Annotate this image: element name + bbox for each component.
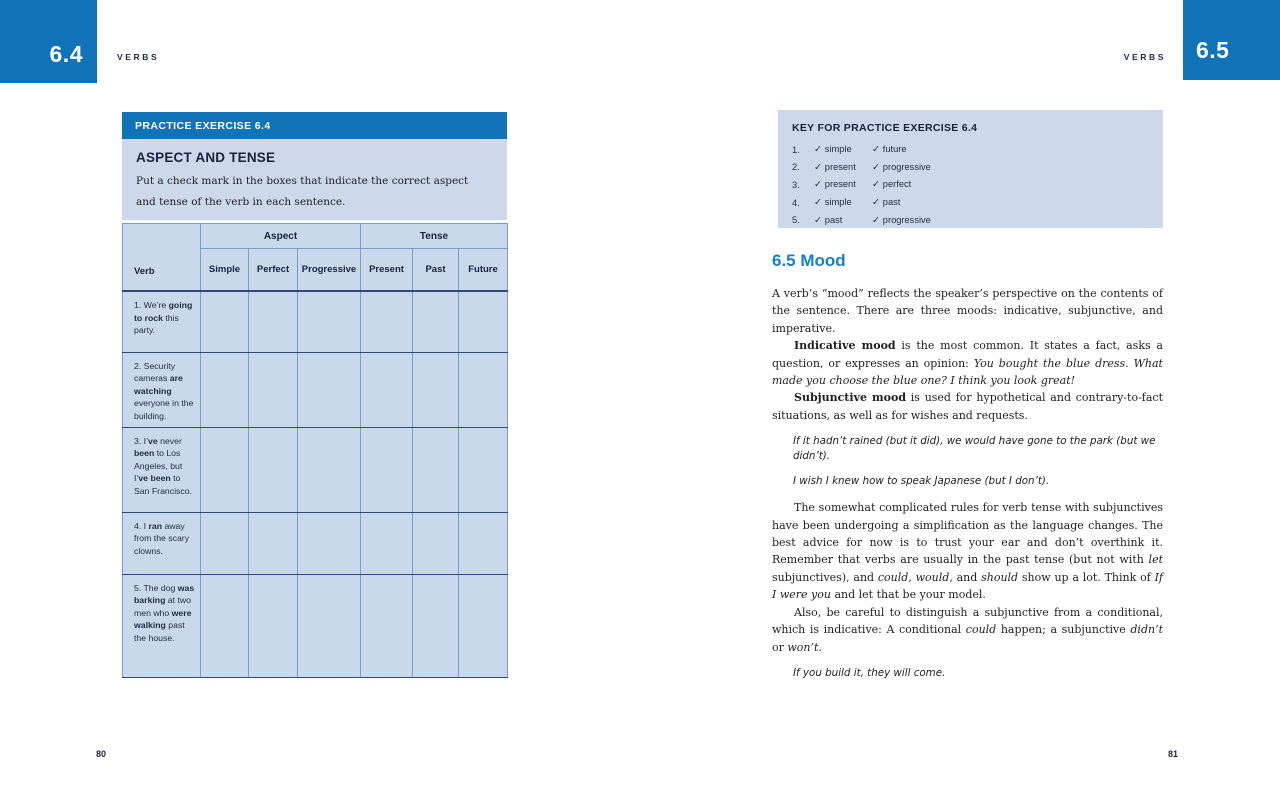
check-icon: ✓ (814, 144, 822, 155)
text-segment: A verb’s “mood” reflects the speaker’s perspective on the contents of the sentence. There are three moods: indicative, subjunctive, and imperative. (772, 287, 1163, 335)
body-paragraph (772, 285, 1163, 337)
section-tab-right (1183, 0, 1280, 80)
column-header-past: Past (413, 249, 459, 292)
table-head (123, 224, 508, 292)
text-segment: happen; a subjunctive (996, 623, 1131, 637)
text-segment: I wish I knew how to speak Japanese (but I don’t). (793, 475, 1050, 488)
text-segment: ran (148, 520, 163, 531)
answer-key-rows (792, 141, 1149, 229)
check-icon: ✓ (814, 197, 822, 208)
text-segment: at two men who (134, 595, 191, 618)
page-number-left: 80 (96, 749, 107, 759)
check-icon: ✓ (872, 179, 880, 190)
table-row (123, 291, 508, 352)
body-paragraph (772, 389, 1163, 424)
text-segment: , and (949, 570, 982, 584)
text-segment: won’t (787, 640, 819, 654)
verb-cell (123, 291, 201, 352)
key-answer: ✓ past (872, 197, 901, 208)
key-item-number: 4. (792, 197, 800, 208)
column-header-future: Future (459, 249, 508, 292)
group-header-tense: Tense (361, 224, 508, 249)
key-answer: ✓ progressive (872, 161, 931, 172)
text-segment: everyone in the building. (134, 398, 194, 421)
answer-checkbox-cell (361, 512, 413, 574)
text-segment: If you build it, they will come. (793, 666, 946, 679)
text-segment: could (965, 623, 997, 637)
key-row (792, 141, 1149, 159)
answer-checkbox-cell (459, 291, 508, 352)
text-segment: would (915, 570, 950, 584)
key-answer: ✓ future (872, 144, 907, 155)
answer-checkbox-cell (361, 574, 413, 677)
answer-checkbox-cell (459, 512, 508, 574)
table-group-header-row (123, 224, 508, 249)
key-answer: ✓ perfect (872, 179, 912, 190)
answer-checkbox-cell (249, 512, 298, 574)
key-item-number: 1. (792, 144, 800, 155)
section-heading: 6.5 Mood (772, 251, 846, 270)
verb-cell (123, 352, 201, 427)
group-header-aspect: Aspect (201, 224, 361, 249)
answer-key-title: KEY FOR PRACTICE EXERCISE 6.4 (792, 122, 978, 134)
text-segment: 3. I’ (134, 435, 149, 446)
text-segment: is the most common. It states a fact, asks a question, or expresses an opinion: (772, 339, 1163, 370)
column-header-verb: Verb (123, 224, 201, 292)
exercise-banner: PRACTICE EXERCISE 6.4 (122, 112, 507, 139)
key-answer: ✓ present (814, 179, 856, 190)
answer-checkbox-cell (249, 291, 298, 352)
answer-checkbox-cell (201, 512, 249, 574)
answer-checkbox-cell (201, 574, 249, 677)
exercise-intro-panel (122, 139, 507, 220)
column-header-progressive: Progressive (298, 249, 361, 292)
text-segment: to San Francisco. (134, 473, 192, 496)
text-segment: let (1148, 553, 1163, 567)
verb-cell (123, 427, 201, 512)
key-item-number: 3. (792, 179, 800, 190)
key-item-number: 2. (792, 162, 800, 173)
column-header-simple: Simple (201, 249, 249, 292)
check-icon: ✓ (872, 144, 880, 155)
answer-checkbox-cell (298, 427, 361, 512)
check-icon: ✓ (872, 161, 880, 172)
answer-checkbox-cell (361, 291, 413, 352)
text-segment: going to rock (134, 300, 193, 323)
text-segment: this party. (134, 312, 179, 336)
section-number-right: 6.5 (1196, 37, 1230, 63)
key-row (792, 176, 1149, 194)
text-segment: 2. Security cameras (134, 360, 176, 384)
body-paragraph (772, 604, 1163, 656)
answer-checkbox-cell (413, 291, 459, 352)
section-tab-left (0, 0, 97, 83)
key-item-number: 5. (792, 215, 800, 226)
text-segment: and let that be your model. (830, 588, 986, 602)
aspect-tense-table (122, 223, 508, 678)
text-segment: been (150, 473, 171, 484)
example-sentence (793, 474, 1163, 489)
answer-checkbox-cell (298, 352, 361, 427)
text-segment: to Los Angeles, but I’ (134, 448, 183, 484)
answer-checkbox-cell (459, 574, 508, 677)
answer-checkbox-cell (298, 574, 361, 677)
check-icon: ✓ (814, 214, 822, 225)
text-segment: didn’t (1130, 623, 1163, 637)
key-answer: ✓ simple (814, 197, 852, 208)
running-head-right: VERBS (1123, 52, 1166, 62)
table-body (123, 291, 508, 677)
text-segment: away from the scary clowns. (134, 520, 190, 556)
text-segment: past the house. (134, 620, 185, 643)
text-segment: ve (138, 473, 149, 484)
text-segment: Indicative mood (794, 339, 896, 353)
key-row (792, 211, 1149, 229)
text-segment: 5. The dog (134, 582, 178, 593)
key-row (792, 159, 1149, 177)
text-segment: subjunctives), and (772, 570, 878, 584)
text-segment: Also, be careful to distinguish a subjunctive from a conditional, which is indicative: A conditional (772, 605, 1163, 637)
answer-checkbox-cell (413, 574, 459, 677)
text-segment: are watching (134, 373, 183, 396)
column-header-perfect: Perfect (249, 249, 298, 292)
text-segment: If it hadn’t rained (but it did), we would have gone to the park (but we didn’t). (793, 435, 1156, 463)
table-row (123, 352, 508, 427)
answer-checkbox-cell (459, 352, 508, 427)
text-segment: 4. I (134, 520, 149, 531)
running-head-left: VERBS (117, 52, 160, 62)
key-answer: ✓ simple (814, 144, 852, 155)
answer-checkbox-cell (298, 512, 361, 574)
text-segment: show up a lot. Think of (1018, 570, 1155, 584)
example-sentence (793, 666, 1163, 681)
table-row (123, 574, 508, 677)
check-icon: ✓ (872, 214, 880, 225)
answer-checkbox-cell (201, 427, 249, 512)
check-icon: ✓ (814, 161, 822, 172)
check-icon: ✓ (872, 197, 880, 208)
answer-checkbox-cell (249, 427, 298, 512)
answer-checkbox-cell (201, 352, 249, 427)
answer-checkbox-cell (413, 512, 459, 574)
body-paragraph (772, 499, 1163, 603)
text-segment: ve (148, 435, 158, 446)
column-header-present: Present (361, 249, 413, 292)
text-segment: . (818, 640, 822, 654)
verb-cell (123, 574, 201, 677)
answer-checkbox-cell (249, 352, 298, 427)
text-segment: , (908, 570, 916, 584)
key-answer: ✓ past (814, 214, 843, 225)
text-segment: If I were you (772, 570, 1163, 602)
answer-checkbox-cell (413, 427, 459, 512)
answer-checkbox-cell (298, 291, 361, 352)
text-segment: Subjunctive mood (794, 391, 907, 405)
page-number-right: 81 (1168, 749, 1179, 759)
exercise-instructions: Put a check mark in the boxes that indicate the correct aspect and tense of the verb in each sentence. (136, 175, 469, 208)
table-row (123, 512, 508, 574)
text-segment: is used for hypothetical and contrary-to-fact situations, as well as for wishes and requests. (772, 391, 1163, 422)
text-segment: You bought the blue dress. What made you choose the blue one? I think you look great! (772, 356, 1163, 388)
practice-exercise-block (122, 112, 507, 678)
table-row (123, 427, 508, 512)
text-segment: The somewhat complicated rules for verb tense with subjunctives have been undergoing a simplification as the language changes. The best advice for now is to trust your ear and don’t overthink it. Remember that verbs are usually in the past tense (but not with (772, 501, 1163, 567)
key-answer: ✓ progressive (872, 214, 931, 225)
text-segment: should (981, 570, 1019, 584)
answer-checkbox-cell (459, 427, 508, 512)
example-sentence (793, 434, 1163, 464)
check-icon: ✓ (814, 179, 822, 190)
text-segment: were walking (134, 607, 192, 631)
section-number-left: 6.4 (49, 41, 83, 67)
answer-checkbox-cell (361, 352, 413, 427)
key-row (792, 194, 1149, 212)
verb-cell (123, 512, 201, 574)
text-segment: was barking (134, 582, 195, 606)
section-body (772, 285, 1163, 691)
answer-checkbox-cell (361, 427, 413, 512)
body-paragraph (772, 337, 1163, 389)
text-segment: been (134, 448, 155, 459)
exercise-title: ASPECT AND TENSE (136, 150, 276, 165)
key-answer: ✓ present (814, 161, 856, 172)
answer-checkbox-cell (201, 291, 249, 352)
text-segment: 1. We’re (134, 300, 169, 310)
answer-key-panel (778, 110, 1163, 228)
text-segment: or (772, 640, 788, 654)
answer-checkbox-cell (249, 574, 298, 677)
answer-checkbox-cell (413, 352, 459, 427)
text-segment: never (157, 435, 182, 446)
text-segment: could (877, 570, 909, 584)
